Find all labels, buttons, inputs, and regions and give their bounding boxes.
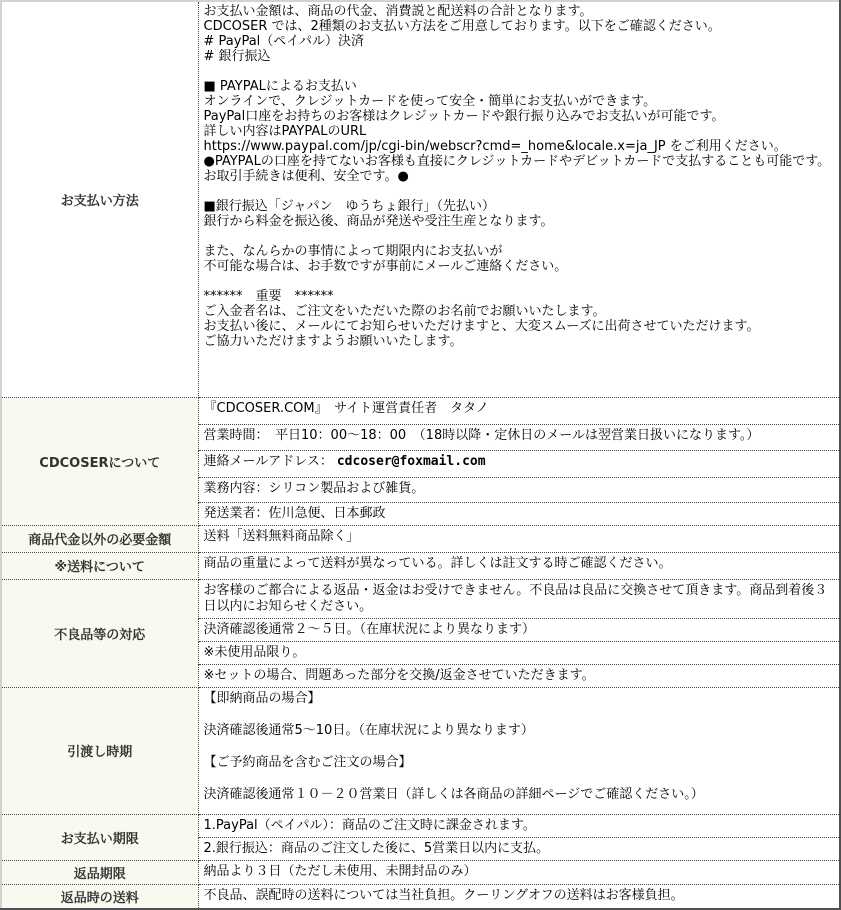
contact-email-address: cdcoser@foxmail.com (336, 453, 486, 469)
payment-line-important: ****** 重要 ****** (203, 289, 334, 304)
payment-line-blank (204, 229, 835, 244)
defective-timing-text: 決済確認後通常２～５日。（在庫状況により異なります） (198, 618, 840, 641)
payment-deadline-label: お支払い期限 (1, 814, 198, 860)
contact-email-label: 連絡メールアドレス： (203, 453, 333, 469)
site-manager-text: 『CDCOSER.COM』 サイト運営責任者 タタノ (198, 397, 840, 424)
extra-fees-content: 送料「送料無料商品除く」 (198, 525, 840, 552)
defective-policy-text: お客様のご都合による返品・返金はお受けできません。不良品は良品に交換させて頂きます。商品到着後３日以内にお知らせください。 (198, 579, 840, 618)
payment-line-blank (204, 274, 835, 289)
business-description-text: 業務内容：シリコン製品および雑貨。 (198, 477, 840, 502)
shipping-note-label: ※送料について (1, 552, 198, 579)
payment-line: # PayPal（ペイパル）決済 (203, 34, 365, 49)
return-shipping-label: 返品時の送料 (1, 884, 198, 909)
return-shipping-content: 不良品、誤配時の送料については当社負担。クーリングオフの送料はお客様負担。 (198, 884, 840, 909)
row-defective (1, 579, 840, 618)
delivery-line-blank (204, 771, 835, 787)
delivery-line: 決済確認後通常5～10日。（在庫状況により異なります） (203, 722, 534, 738)
row-shipping-note (1, 552, 840, 579)
return-deadline-label: 返品期限 (1, 860, 198, 884)
payment-line: 不可能な場合は、お手数ですが事前にメールご連絡ください。 (203, 259, 568, 274)
row-return-deadline (1, 860, 840, 884)
payment-line: ご協力いただけますようお願いいたします。 (203, 334, 463, 349)
shipping-note-content: 商品の重量によって送料が異なっている。詳しくは註文する時ご確認ください。 (198, 552, 840, 579)
payment-line: 詳しい内容はPAYPALのURL (203, 124, 367, 139)
payment-line: また、なんらかの事情によって期限内にお支払いが (203, 244, 503, 259)
delivery-line-blank (204, 739, 835, 755)
payment-line-blank (204, 184, 835, 199)
row-payment-method (1, 1, 840, 397)
payment-line: PayPal口座をお持ちのお客様はクレジットカードや銀行振り込みでお支払いが可能です。 (203, 109, 725, 124)
delivery-label: 引渡し時期 (1, 687, 198, 814)
contact-email-row (198, 450, 840, 477)
payment-deadline-bank-text: 2.銀行振込：商品のご注文した後に、5営業日以内に支払。 (198, 837, 840, 860)
row-payment-deadline (1, 814, 840, 837)
payment-line: お取引手続きは便利、安全です。● (203, 169, 409, 184)
payment-line: ●PAYPALの口座を持てないお客様も直接にクレジットカードやデビットカードで支払することも可能です。 (203, 154, 831, 169)
row-delivery (1, 687, 840, 814)
row-return-shipping (1, 884, 840, 909)
payment-line-blank (204, 64, 835, 79)
defective-label: 不良品等の対応 (1, 579, 198, 687)
delivery-line: 決済確認後通常１０－２０営業日（詳しくは各商品の詳細ページでご確認ください。） (203, 786, 704, 802)
row-about (1, 397, 840, 424)
return-deadline-content: 納品より３日（ただし未使用、未開封品のみ） (198, 860, 840, 884)
shipper-text: 発送業者：佐川急便、日本郵政 (198, 502, 840, 525)
delivery-line-blank (204, 707, 835, 723)
payment-line: 銀行から料金を振込後、商品が発送や受注生産となります。 (203, 214, 554, 229)
defective-set-text: ※セットの場合、問題あった部分を交換/返金させていただきます。 (198, 664, 840, 687)
defective-unused-text: ※未使用品限り。 (198, 641, 840, 664)
business-hours-text: 営業時間： 平日10：00～18：00 （18時以降・定休日のメールは翌営業日扱いになります。） (198, 424, 840, 450)
payment-line: お支払い後に、メールにてお知らせいただけますと、大変スムーズに出荷させていただけます。 (203, 319, 760, 334)
payment-line: お支払い金額は、商品の代金、消費説と配送料の合計となります。 (203, 4, 593, 19)
about-label: CDCOSERについて (1, 397, 198, 525)
delivery-line: 【即納商品の場合】 (203, 690, 321, 706)
payment-line: ■ PAYPALによるお支払い (203, 79, 357, 94)
payment-method-content (198, 1, 840, 397)
delivery-line: 【ご予約商品を含むご注文の場合】 (203, 754, 412, 770)
extra-fees-label: 商品代金以外の必要金額 (1, 525, 198, 552)
payment-deadline-paypal-text: 1.PayPal（ペイパル）：商品のご注文時に課金されます。 (198, 814, 840, 837)
delivery-content (198, 687, 840, 814)
payment-method-label: お支払い方法 (1, 1, 198, 397)
paypal-url-text: https://www.paypal.com/jp/cgi-bin/webscr?cmd=_home&locale.x=ja_JP をご利用ください。 (203, 139, 787, 154)
payment-line: # 銀行振込 (203, 49, 271, 64)
payment-line: ご入金者名は、ご注文をいただいた際のお名前でお願いいたします。 (203, 304, 606, 319)
payment-line: ■銀行振込「ジャパン ゆうちょ銀行」（先払い） (203, 199, 496, 214)
payment-line: CDCOSER では、2種類のお支払い方法をご用意しております。以下をご確認ください。 (203, 19, 721, 34)
payment-line: オンラインで、クレジットカードを使って安全・簡単にお支払いができます。 (203, 94, 657, 109)
row-extra-fees (1, 525, 840, 552)
